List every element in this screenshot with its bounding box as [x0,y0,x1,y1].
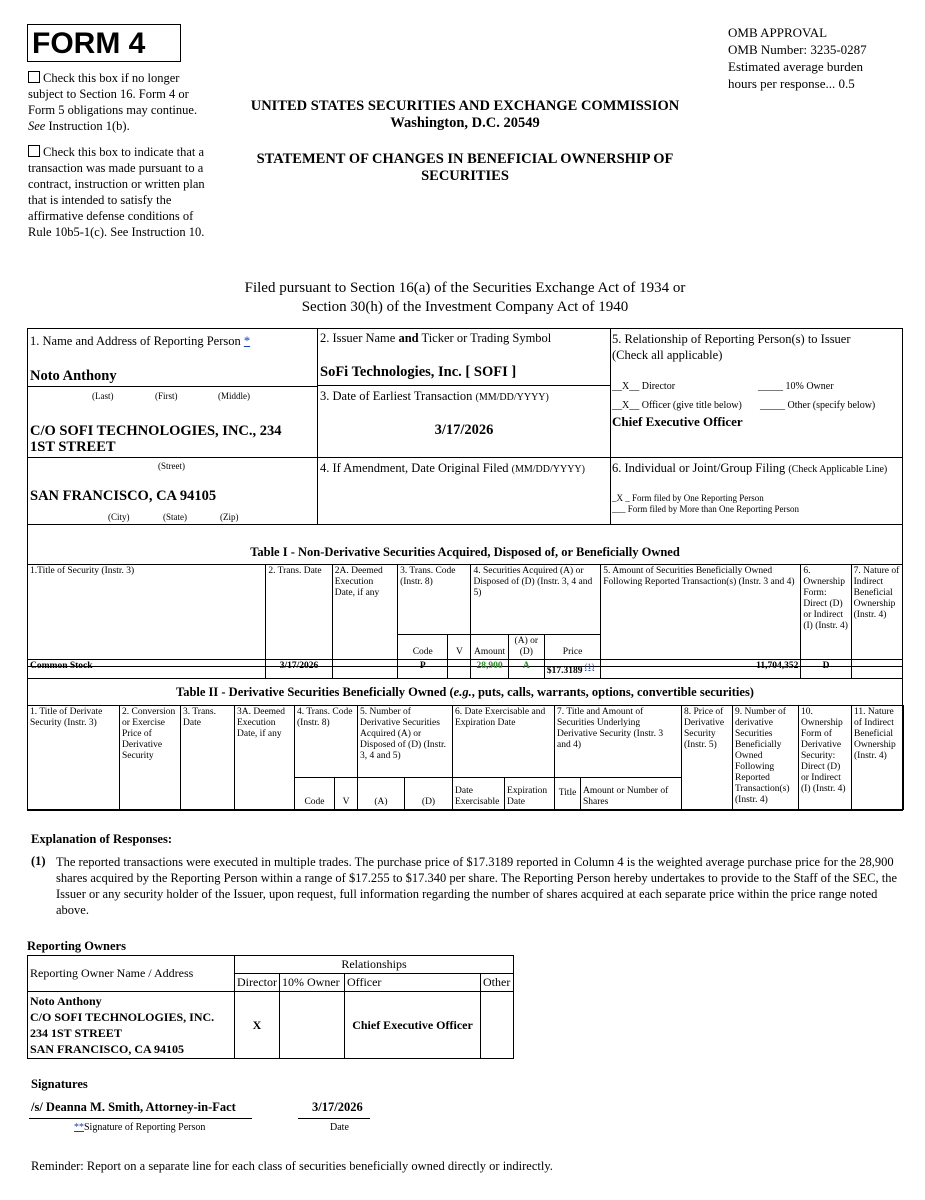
owners-col-officer: Officer [345,974,481,992]
earliest-date-label [320,389,549,404]
city-line: SAN FRANCISCO, CA 94105 [30,488,217,504]
t2-sub-v: V [335,778,358,810]
table1 [27,564,903,679]
t1-h2: 2. Trans. Date [266,565,332,660]
last-label: (Last) [92,391,114,401]
t2-h4: 4. Trans. Code (Instr. 8) [295,706,358,778]
t1-row-date: 3/17/2026 [266,660,332,679]
omb-approval-box [728,24,867,92]
t2-h11: 11. Nature of Indirect Beneficial Ownership (Instr. 4) [852,706,904,810]
issuer-label-a: 2. Issuer Name [320,331,396,345]
other-check: _____ Other (specify below) [760,400,876,411]
checkbox-no-longer-subject[interactable] [28,70,206,134]
t1-row-code: P [398,660,448,679]
owner-address-line1: C/O SOFI TECHNOLOGIES, INC. [30,1010,215,1024]
omb-hours: hours per response... 0.5 [728,76,855,91]
t1-row-owned: 11,704,352 [601,660,801,679]
street-line1: C/O SOFI TECHNOLOGIES, INC., 234 [30,423,282,439]
explanation-heading: Explanation of Responses: [31,832,172,846]
t2-sub-code: Code [295,778,335,810]
asterisk-footnote-link[interactable]: * [243,334,251,348]
checkbox1-see: See [28,119,46,133]
agency-name: UNITED STATES SECURITIES AND EXCHANGE COMMISSION [250,98,680,114]
owners-col-other: Other [481,974,514,992]
table1-title: Table I - Non-Derivative Securities Acquired, Disposed of, or Beneficially Owned [250,545,680,559]
amendment-format: (MM/DD/YYYY) [511,464,585,475]
director-check: __X__ Director [612,381,676,392]
earliest-date-value: 3/17/2026 [434,422,494,438]
amendment-label-text: 4. If Amendment, Date Original Filed [320,461,509,475]
signature-footnote-link[interactable]: ** [74,1122,84,1133]
omb-burden: Estimated average burden [728,59,863,74]
officer-check: __X__ Officer (give title below) [612,400,742,411]
owners-col-name: Reporting Owner Name / Address [28,956,235,992]
checkbox1-text: Check this box if no longer subject to Section 16. Form 4 or Form 5 obligations may continue. [28,71,198,117]
earliest-date-format: (MM/DD/YYYY) [475,392,549,403]
reminder-text: Reminder: Report on a separate line for each class of securities beneficially owned directly or indirectly. [31,1159,553,1173]
t2-sub-date-ex: Date Exercisable [453,778,505,810]
statement-title-line2: SECURITIES [421,168,509,184]
table2-title-a: Table II - Derivative Securities Beneficially Owned ( [176,685,454,699]
filing-label-text: 6. Individual or Joint/Group Filing [612,461,786,475]
checkbox2-text: Check this box to indicate that a transaction was made pursuant to a contract, instruction or written plan that is intended to satisfy the affirmative defense conditions of Rule 10b5-1(c). See Instruction 10. [28,145,205,239]
t1-row-amount: 28,900 [471,660,508,679]
t1-row-aord: A [508,660,544,679]
issuer-label-and: and [398,331,419,345]
form-title: FORM 4 [27,24,181,62]
signature-caption-text: Signature of Reporting Person [84,1122,206,1133]
statement-title-line1: STATEMENT OF CHANGES IN BENEFICIAL OWNERSHIP OF [256,151,674,167]
t1-sub-v: V [448,635,471,660]
issuer-name: SoFi Technologies, Inc. [ SOFI ] [320,364,517,380]
reporting-person-name: Noto Anthony [30,368,117,384]
owner-other [481,992,514,1059]
filing-note: (Check Applicable Line) [788,464,888,475]
reporting-owners-table [27,955,514,1059]
owners-col-ten: 10% Owner [280,974,345,992]
owner-name-address [28,992,235,1059]
owner-director: X [235,992,280,1059]
signer-name: /s/ Deanna M. Smith, Attorney-in-Fact [31,1100,236,1114]
reporting-person-label-text: 1. Name and Address of Reporting Person [30,334,241,348]
signature-caption [74,1122,205,1133]
issuer-label [320,331,551,346]
owners-col-rel: Relationships [235,956,514,974]
t2-h6: 6. Date Exercisable and Expiration Date [453,706,555,778]
table2-title-eg: e.g. [453,685,472,699]
table2-title [27,685,903,700]
issuer-label-b: Ticker or Trading Symbol [421,331,552,345]
footnote-label: (1) [31,854,46,868]
t1-sub-price: Price [544,635,600,660]
t2-sub-exp: Expiration Date [505,778,555,810]
t1-sub-aord: (A) or (D) [508,635,544,660]
middle-label: (Middle) [218,391,250,401]
t1-h7: 7. Nature of Indirect Beneficial Ownership (Instr. 4) [851,565,902,660]
state-label: (State) [163,512,187,522]
city-label: (City) [108,512,130,522]
table2 [27,705,904,810]
ten-pct-owner-check: _____ 10% Owner [758,381,834,392]
reporting-owners-heading: Reporting Owners [27,939,126,953]
t1-h1: 1.Title of Security (Instr. 3) [28,565,266,660]
owner-ten [280,992,345,1059]
street-line2: 1ST STREET [30,439,116,455]
reporting-person-label [30,334,250,349]
signature-date: 3/17/2026 [312,1100,363,1114]
agency-location: Washington, D.C. 20549 [390,115,540,131]
price-footnote-link[interactable]: (1) [584,662,595,671]
table-row [28,992,514,1059]
t2-h10: 10. Ownership Form of Derivative Security: Direct (D) or Indirect (I) (Instr. 4) [799,706,852,810]
relationship-sublabel: (Check all applicable) [612,348,723,362]
filing-one: _X _ Form filed by One Reporting Person [612,493,764,503]
t1-h4: 4. Securities Acquired (A) or Disposed of (D) (Instr. 3, 4 and 5) [471,565,601,635]
t1-h3: 3. Trans. Code (Instr. 8) [398,565,471,635]
owner-officer: Chief Executive Officer [345,992,481,1059]
t1-row-form: D [801,660,851,679]
t2-h3: 3. Trans. Date [181,706,235,810]
t1-sub-code: Code [398,635,448,660]
t1-h2a: 2A. Deemed Execution Date, if any [332,565,397,660]
omb-number: OMB Number: 3235-0287 [728,42,867,57]
t2-sub-amount: Amount or Number of Shares [581,778,682,810]
owner-name: Noto Anthony [30,994,102,1008]
earliest-date-label-text: 3. Date of Earliest Transaction [320,389,473,403]
t2-h7: 7. Title and Amount of Securities Underlying Derivative Security (Instr. 3 and 4) [555,706,682,778]
checkbox1-instruction: Instruction 1(b). [48,119,130,133]
owner-address-line2: 234 1ST STREET [30,1026,122,1040]
t2-sub-d: (D) [405,778,453,810]
first-label: (First) [155,391,178,401]
omb-title: OMB APPROVAL [728,25,828,40]
t2-sub-a: (A) [358,778,405,810]
signatures-heading: Signatures [31,1077,88,1091]
checkbox-10b5-1[interactable] [28,144,206,240]
t2-h1: 1. Title of Derivate Security (Instr. 3) [28,706,120,810]
filed-pursuant-line1: Filed pursuant to Section 16(a) of the Securities Exchange Act of 1934 or [244,280,686,296]
t2-h9: 9. Number of derivative Securities Beneficially Owned Following Reported Transaction(s) (Instr. 4) [733,706,799,810]
street-label: (Street) [158,461,185,471]
checkbox-icon[interactable] [28,145,40,157]
filed-pursuant-line2: Section 30(h) of the Investment Company Act of 1940 [301,299,629,315]
owner-address-line3: SAN FRANCISCO, CA 94105 [30,1042,185,1056]
zip-label: (Zip) [220,512,239,522]
footnote-text: The reported transactions were executed in multiple trades. The purchase price of $17.3189 reported in Column 4 is the weighted average purchase price for the 28,900 shares acquired by the Reporting Person within a range of $17.255 to $17.340 per share. The Reporting Person hereby undertakes to provide to the Staff of the SEC, the Issuer or any security holder of the Issuer, upon request, full information regarding the number of shares acquired at each separate price within the price range noted above. [56,855,898,917]
t1-row-title: Common Stock [28,660,266,679]
relationship-label: 5. Relationship of Reporting Person(s) to Issuer [612,332,851,346]
t1-h5: 5. Amount of Securities Beneficially Owned Following Reported Transaction(s) (Instr. 3 and 4) [601,565,801,660]
t2-h3a: 3A. Deemed Execution Date, if any [235,706,295,810]
filing-label [612,461,887,476]
t2-sub-title: Title [555,778,581,810]
checkbox-icon[interactable] [28,71,40,83]
filing-more: ___ Form filed by More than One Reporting Person [612,504,799,514]
t1-h6: 6. Ownership Form: Direct (D) or Indirect (I) (Instr. 4) [801,565,851,660]
table2-title-b: , puts, calls, warrants, options, convertible securities) [471,685,754,699]
date-caption: Date [330,1122,349,1133]
t2-h8: 8. Price of Derivative Security (Instr. 5) [682,706,733,810]
t2-h2: 2. Conversion or Exercise Price of Derivative Security [120,706,181,810]
amendment-label [320,461,585,476]
t1-sub-amount: Amount [471,635,508,660]
t2-h5: 5. Number of Derivative Securities Acquired (A) or Disposed of (D) (Instr. 3, 4 and 5) [358,706,453,778]
officer-title: Chief Executive Officer [612,414,743,429]
t1-row-price-value: $17.3189 [546,666,583,677]
owners-col-director: Director [235,974,280,992]
